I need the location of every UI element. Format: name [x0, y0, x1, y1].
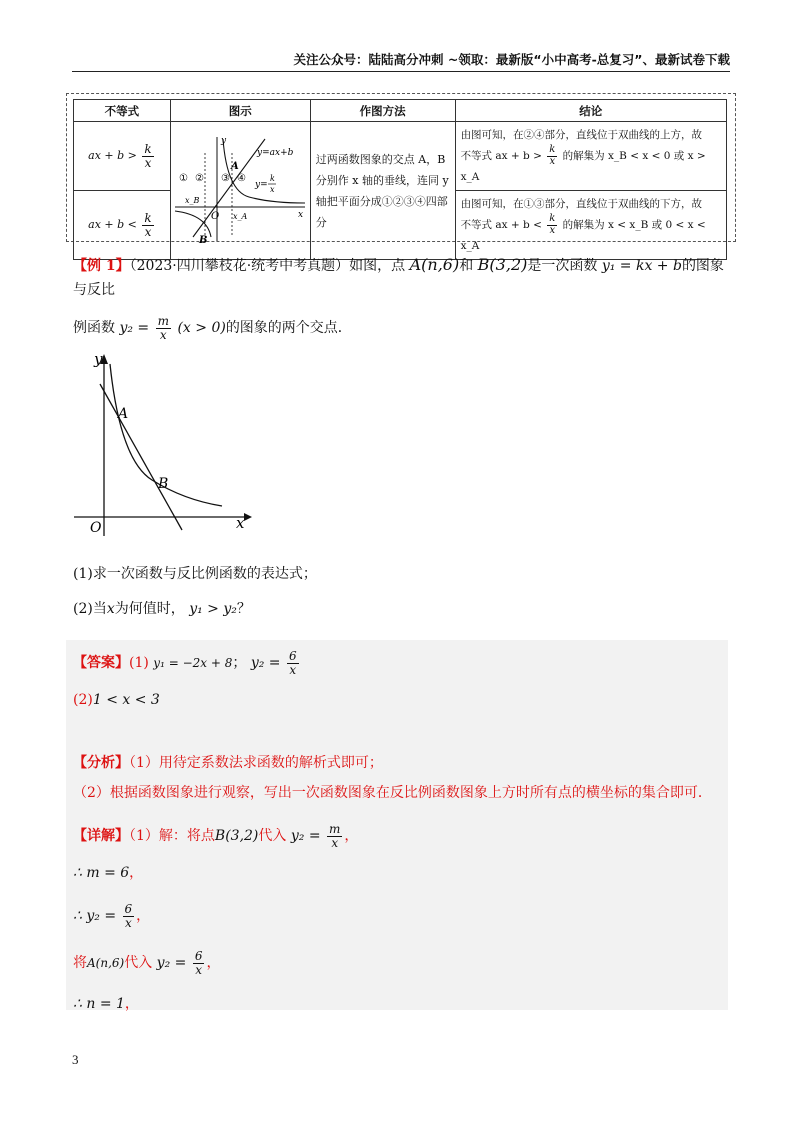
- header-rule: [72, 71, 730, 72]
- detail-line-4: 将A(n,6)代入 y₂ = $\frac{6}{x}$ ，: [73, 949, 221, 977]
- table-header-inequality: 不等式: [74, 100, 171, 122]
- svg-text:y: y: [94, 352, 103, 368]
- row2-conclusion: 由图可知，在①③部分，直线位于双曲线的下方，故 不等式 ax + b < $\frac{k}{x}$ 的解集为 x < x_B 或 0 < x < x_A: [455, 191, 726, 260]
- svg-text:①: ①: [179, 173, 189, 184]
- table-header-conclusion: 结论: [455, 100, 726, 122]
- inequality-diagram: [171, 133, 309, 245]
- example-statement: 【例 1】（2023·四川攀枝花·统考中考真题）如图，点 A(n,6)和 B(3,2)是一次函数 y₁ = kx + b的图象与反比: [73, 255, 724, 298]
- table-header-diagram: 图示: [170, 100, 310, 122]
- svg-text:A: A: [118, 406, 129, 422]
- svg-text:O: O: [211, 211, 220, 222]
- example-statement-line2: 例函数 y₂ = $\frac{m}{x}$ (x > 0)的图象的两个交点．: [73, 314, 352, 342]
- detail-line-2: ∴ m = 6，: [73, 865, 144, 881]
- table-header-method: 作图方法: [310, 100, 455, 122]
- detail-line-5: ∴ n = 1，: [73, 996, 139, 1012]
- row2-inequality: ax + b < $\frac{k}{x}$: [74, 191, 171, 260]
- detail-line-3: ∴ y₂ = $\frac{6}{x}$ ，: [73, 902, 151, 930]
- svg-text:O: O: [90, 520, 102, 536]
- svg-text:②: ②: [195, 173, 205, 184]
- svg-text:x_B: x_B: [185, 196, 200, 205]
- svg-text:y=ax+b: y=ax+b: [257, 148, 294, 158]
- svg-text:x: x: [236, 514, 245, 532]
- diagram-cell: [170, 122, 310, 260]
- question-1: (1)求一次函数与反比例函数的表达式；: [73, 566, 317, 582]
- detail-line-1: 【详解】（1）解：将点B(3,2)代入 y₂ = $\frac{m}{x}$ ，: [73, 822, 359, 850]
- summary-table: [73, 99, 727, 260]
- row1-conclusion: 由图可知，在②④部分，直线位于双曲线的上方，故 不等式 ax + b > $\frac{k}{x}$ 的解集为 x_B < x < 0 或 x > x_A: [455, 122, 726, 191]
- svg-text:③: ③: [221, 173, 231, 184]
- function-graph: [72, 352, 262, 537]
- svg-text:x_A: x_A: [233, 212, 248, 221]
- svg-text:x: x: [270, 185, 275, 194]
- row1-inequality: ax + b > $\frac{k}{x}$: [74, 122, 171, 191]
- svg-text:B: B: [199, 235, 208, 245]
- svg-text:B: B: [158, 476, 169, 492]
- svg-text:y=: y=: [255, 180, 268, 190]
- question-2: (2)当x为何值时， y₁ > y₂？: [73, 601, 251, 617]
- svg-text:y: y: [221, 136, 227, 146]
- page-number: 3: [72, 1052, 79, 1067]
- answer-line-1: 【答案】(1) y₁ = −2x + 8； y₂ = $\frac{6}{x}$: [73, 649, 297, 677]
- analysis-line-2: （2）根据函数图象进行观察，写出一次函数图象在反比例函数图象上方时所有点的横坐标的集合即可．: [73, 785, 712, 801]
- method-cell: 过两函数图象的交点 A，B 分别作 x 轴的垂线，连同 y 轴把平面分成①②③④四部分: [310, 122, 455, 260]
- svg-text:k: k: [270, 174, 276, 183]
- svg-text:④: ④: [237, 173, 247, 184]
- answer-line-2: (2)1 < x < 3: [73, 692, 160, 708]
- svg-text:A: A: [231, 161, 240, 172]
- analysis-line-1: 【分析】（1）用待定系数法求函数的解析式即可；: [73, 755, 383, 771]
- svg-text:x: x: [298, 210, 304, 220]
- page-header: 关注公众号：陆陆高分冲刺 ~领取：最新版“小中高考-总复习”、最新试卷下载: [293, 52, 730, 67]
